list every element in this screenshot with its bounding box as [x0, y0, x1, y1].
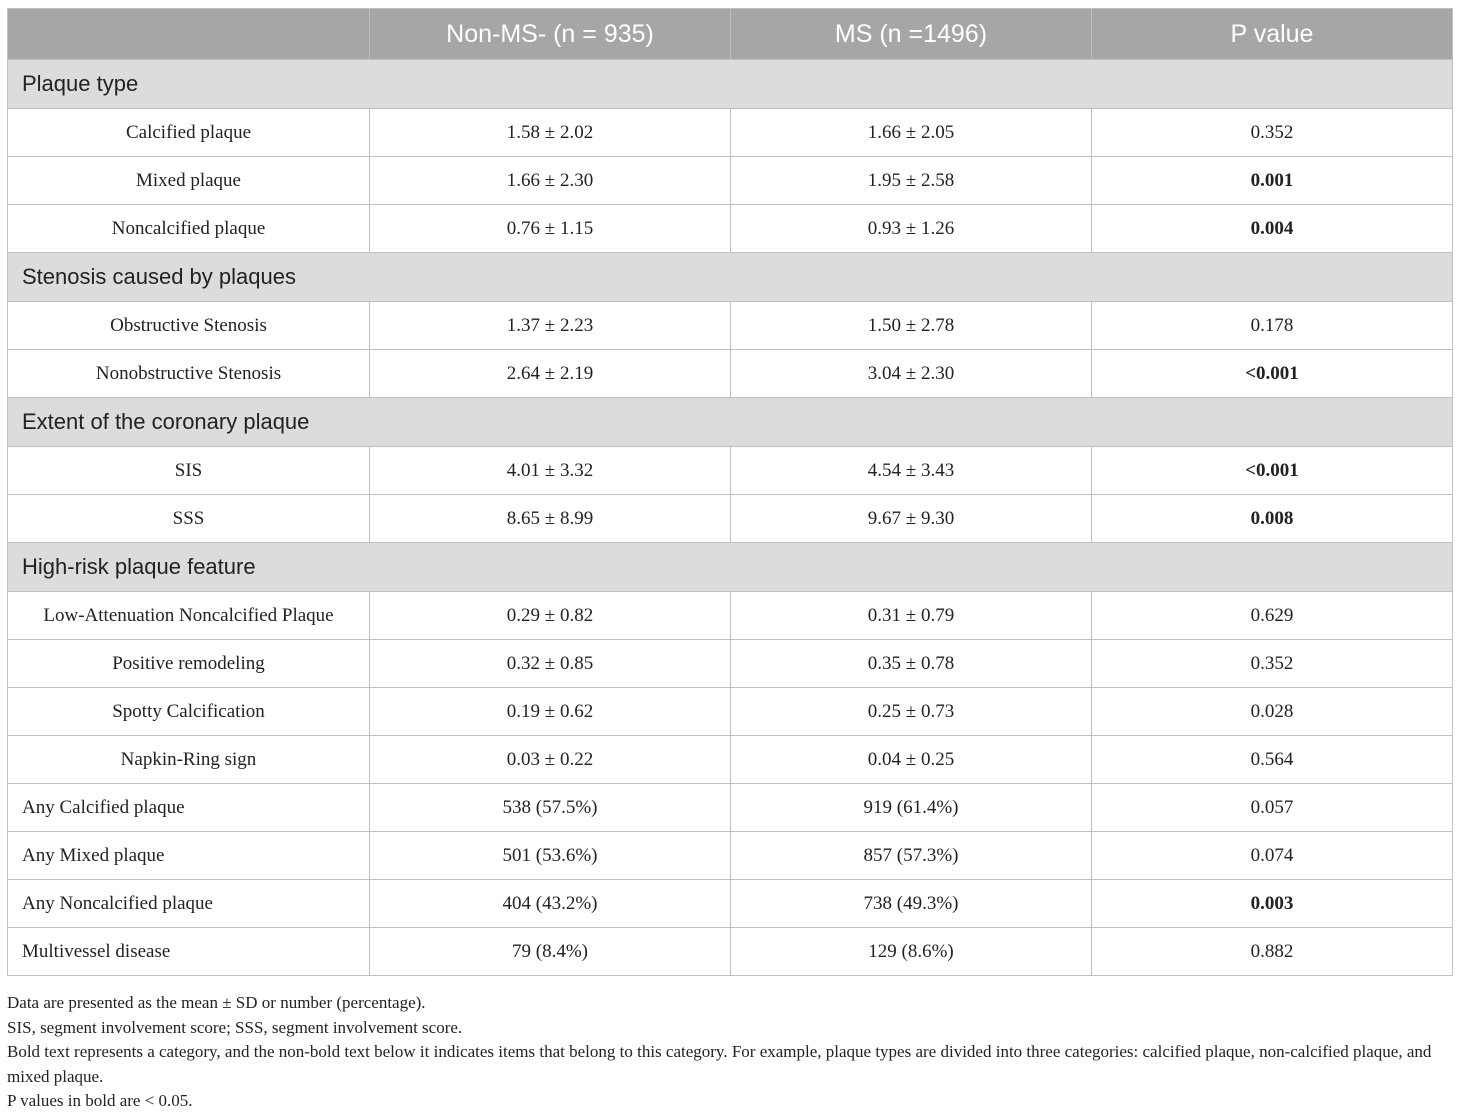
ms-value-cell: 738 (49.3%) [731, 880, 1092, 928]
non-ms-value-cell: 79 (8.4%) [370, 928, 731, 976]
results-table [7, 8, 1453, 976]
section-row [8, 398, 1453, 447]
row-label-cell: Spotty Calcification [8, 688, 370, 736]
row-label-cell: Noncalcified plaque [8, 205, 370, 253]
row-label-cell: SIS [8, 447, 370, 495]
p-value-cell: 0.882 [1092, 928, 1453, 976]
p-value-cell: 0.028 [1092, 688, 1453, 736]
header-cell-non-ms: Non-MS- (n = 935) [370, 9, 731, 60]
row-label-cell: Nonobstructive Stenosis [8, 350, 370, 398]
row-label-cell: Any Calcified plaque [8, 784, 370, 832]
table-row [8, 736, 1453, 784]
ms-value-cell: 4.54 ± 3.43 [731, 447, 1092, 495]
section-title: Stenosis caused by plaques [8, 253, 1453, 302]
p-value-cell: 0.003 [1092, 880, 1453, 928]
p-value-cell: 0.001 [1092, 157, 1453, 205]
header-cell-blank [8, 9, 370, 60]
non-ms-value-cell: 404 (43.2%) [370, 880, 731, 928]
non-ms-value-cell: 1.58 ± 2.02 [370, 109, 731, 157]
row-label-cell: Obstructive Stenosis [8, 302, 370, 350]
ms-value-cell: 0.93 ± 1.26 [731, 205, 1092, 253]
ms-value-cell: 857 (57.3%) [731, 832, 1092, 880]
non-ms-value-cell: 0.29 ± 0.82 [370, 592, 731, 640]
ms-value-cell: 3.04 ± 2.30 [731, 350, 1092, 398]
p-value-cell: 0.178 [1092, 302, 1453, 350]
section-row [8, 60, 1453, 109]
p-value-cell: 0.008 [1092, 495, 1453, 543]
table-row [8, 928, 1453, 976]
table-row [8, 447, 1453, 495]
non-ms-value-cell: 4.01 ± 3.32 [370, 447, 731, 495]
ms-value-cell: 9.67 ± 9.30 [731, 495, 1092, 543]
p-value-cell: 0.074 [1092, 832, 1453, 880]
table-header-row [8, 9, 1453, 60]
non-ms-value-cell: 0.19 ± 0.62 [370, 688, 731, 736]
table-row [8, 205, 1453, 253]
p-value-cell: 0.629 [1092, 592, 1453, 640]
ms-value-cell: 1.95 ± 2.58 [731, 157, 1092, 205]
row-label-cell: Mixed plaque [8, 157, 370, 205]
ms-value-cell: 129 (8.6%) [731, 928, 1092, 976]
section-row [8, 253, 1453, 302]
table-row [8, 109, 1453, 157]
row-label-cell: SSS [8, 495, 370, 543]
p-value-cell: 0.352 [1092, 109, 1453, 157]
table-row [8, 784, 1453, 832]
ms-value-cell: 0.35 ± 0.78 [731, 640, 1092, 688]
non-ms-value-cell: 0.03 ± 0.22 [370, 736, 731, 784]
table-row [8, 157, 1453, 205]
ms-value-cell: 0.31 ± 0.79 [731, 592, 1092, 640]
p-value-cell: <0.001 [1092, 350, 1453, 398]
non-ms-value-cell: 0.76 ± 1.15 [370, 205, 731, 253]
section-title: High-risk plaque feature [8, 543, 1453, 592]
non-ms-value-cell: 538 (57.5%) [370, 784, 731, 832]
non-ms-value-cell: 1.66 ± 2.30 [370, 157, 731, 205]
footnote-p-values: P values in bold are < 0.05. [7, 1091, 193, 1110]
results-table-container [7, 8, 1452, 976]
ms-value-cell: 919 (61.4%) [731, 784, 1092, 832]
table-row [8, 880, 1453, 928]
section-title: Extent of the coronary plaque [8, 398, 1453, 447]
table-row [8, 302, 1453, 350]
row-label-cell: Multivessel disease [8, 928, 370, 976]
p-value-cell: 0.004 [1092, 205, 1453, 253]
ms-value-cell: 1.66 ± 2.05 [731, 109, 1092, 157]
ms-value-cell: 1.50 ± 2.78 [731, 302, 1092, 350]
non-ms-value-cell: 8.65 ± 8.99 [370, 495, 731, 543]
footnote-abbreviations: SIS, segment involvement score; SSS, segment involvement score. [7, 1017, 463, 1037]
row-label-cell: Calcified plaque [8, 109, 370, 157]
non-ms-value-cell: 0.32 ± 0.85 [370, 640, 731, 688]
row-label-cell: Positive remodeling [8, 640, 370, 688]
row-label-cell: Napkin-Ring sign [8, 736, 370, 784]
table-body [8, 60, 1453, 976]
p-value-cell: 0.564 [1092, 736, 1453, 784]
p-value-cell: 0.057 [1092, 784, 1453, 832]
header-cell-ms: MS (n =1496) [731, 9, 1092, 60]
p-value-cell: 0.352 [1092, 640, 1453, 688]
ms-value-cell: 0.25 ± 0.73 [731, 688, 1092, 736]
table-row [8, 688, 1453, 736]
table-row [8, 495, 1453, 543]
ms-value-cell: 0.04 ± 0.25 [731, 736, 1092, 784]
footnote-data-format: Data are presented as the mean ± SD or number (percentage). [7, 993, 426, 1012]
p-value-cell: <0.001 [1092, 447, 1453, 495]
header-cell-p-value: P value [1092, 9, 1453, 60]
table-row [8, 350, 1453, 398]
non-ms-value-cell: 501 (53.6%) [370, 832, 731, 880]
table-row [8, 592, 1453, 640]
section-title: Plaque type [8, 60, 1453, 109]
non-ms-value-cell: 2.64 ± 2.19 [370, 350, 731, 398]
table-row [8, 640, 1453, 688]
row-label-cell: Any Noncalcified plaque [8, 880, 370, 928]
section-row [8, 543, 1453, 592]
table-footnotes [7, 991, 1452, 1114]
row-label-cell: Any Mixed plaque [8, 832, 370, 880]
footnote-bold-categories: Bold text represents a category, and the non-bold text below it indicates items that belong to this category. For example, plaque types are divided into three categories: calcified plaque, non-calcified plaque, and mixed plaque. [7, 1042, 1432, 1086]
row-label-cell: Low-Attenuation Noncalcified Plaque [8, 592, 370, 640]
table-row [8, 832, 1453, 880]
non-ms-value-cell: 1.37 ± 2.23 [370, 302, 731, 350]
